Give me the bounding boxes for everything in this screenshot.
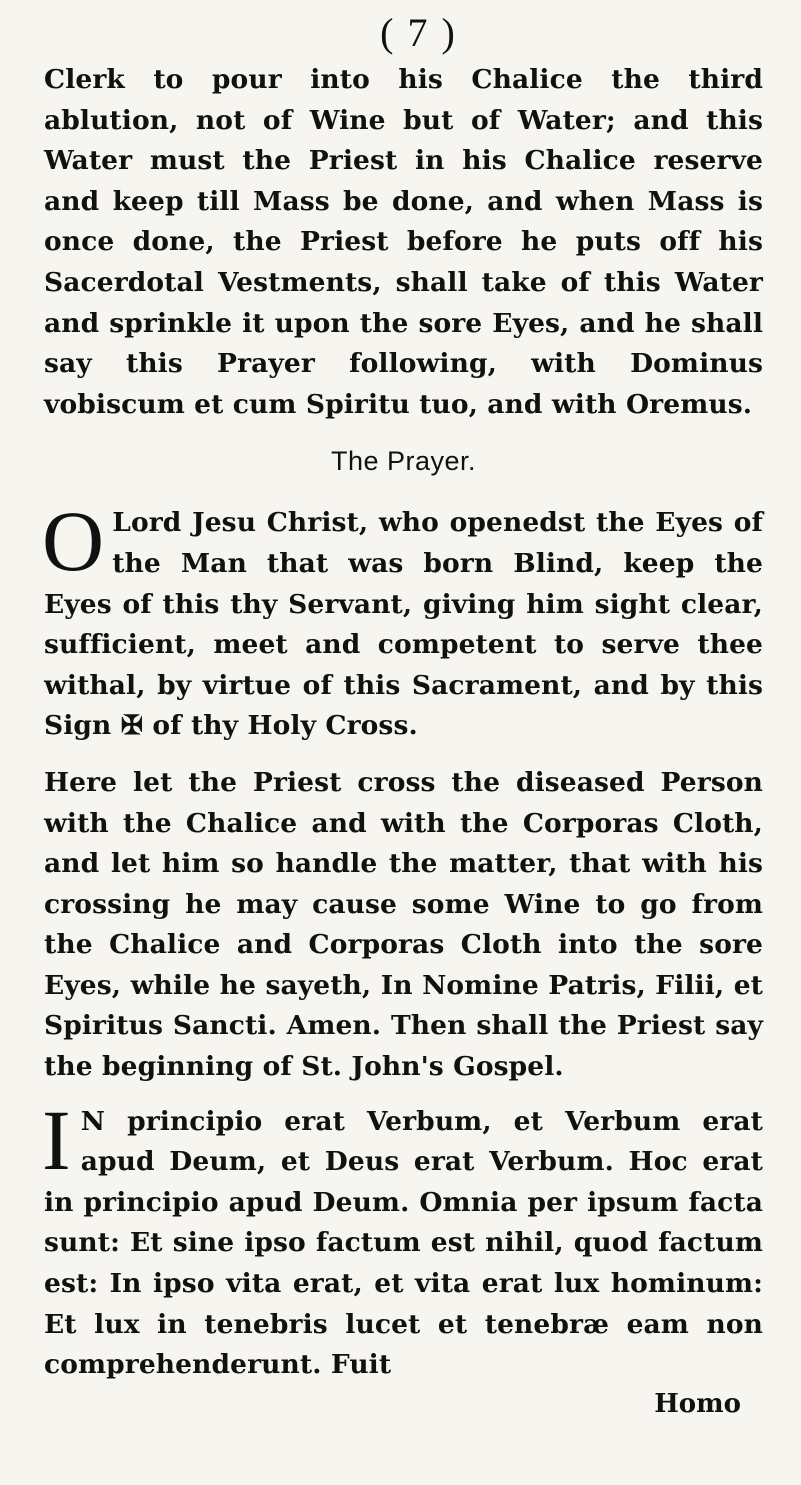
- page-number: ( 7 ): [380, 10, 457, 55]
- rubric-crossing-instructions: Here let the Priest cross the diseased Person with the Chalice and with the Corporas Cloth, and let him so handle the matter, that with his crossing he may cause some Wine to go from the Chalice and Corporas Cloth into the sore Eyes, while he sayeth, In Nomine Patris, Filii, et Spiritus Sancti. Amen. Then shall the Priest say the beginning of St. John's Gospel.: [44, 766, 763, 1083]
- prayer-text: Lord Jesu Christ, who openedst the Eyes of the Man that was born Blind, keep the Eyes of this thy Servant, giving him sight clear, sufficient, meet and competent to serve thee withal, by virtue of this Sacrament, and by this Sign ✠ of thy Holy Cross.: [44, 507, 763, 742]
- rubric-ablution-instructions: Clerk to pour into his Chalice the third ablution, not of Wine but of Water; and this Water must the Priest in his Chalice reserve and keep till Mass be done, and when Mass is once done, the Priest before he puts off his Sacerdotal Vestments, shall take of this Water and sprinkle it upon the sore Eyes, and he shall say this Prayer following, with Dominus vobiscum et cum Spiritu tuo, and with Oremus.: [44, 64, 763, 420]
- section-heading-prayer: The Prayer.: [330, 446, 477, 477]
- gospel-drop-cap: I: [42, 1091, 71, 1188]
- ornament-gap: [44, 1088, 763, 1102]
- gospel-text: N principio erat Verbum, et Verbum erat apud Deum, et Deus erat Verbum. Hoc erat in principio apud Deum. Omnia per ipsum facta sunt: Et sine ipso factum est nihil, quod factum est: In ipso vita erat, et vita erat lux hominum: Et lux in tenebris lucet et tenebræ eam non comprehenderunt. Fuit: [44, 1105, 763, 1381]
- catchword: Homo: [654, 1388, 741, 1419]
- gospel-paragraph: [42, 1091, 763, 1386]
- prayer-paragraph: [42, 493, 763, 747]
- prayer-drop-cap: O: [42, 493, 105, 590]
